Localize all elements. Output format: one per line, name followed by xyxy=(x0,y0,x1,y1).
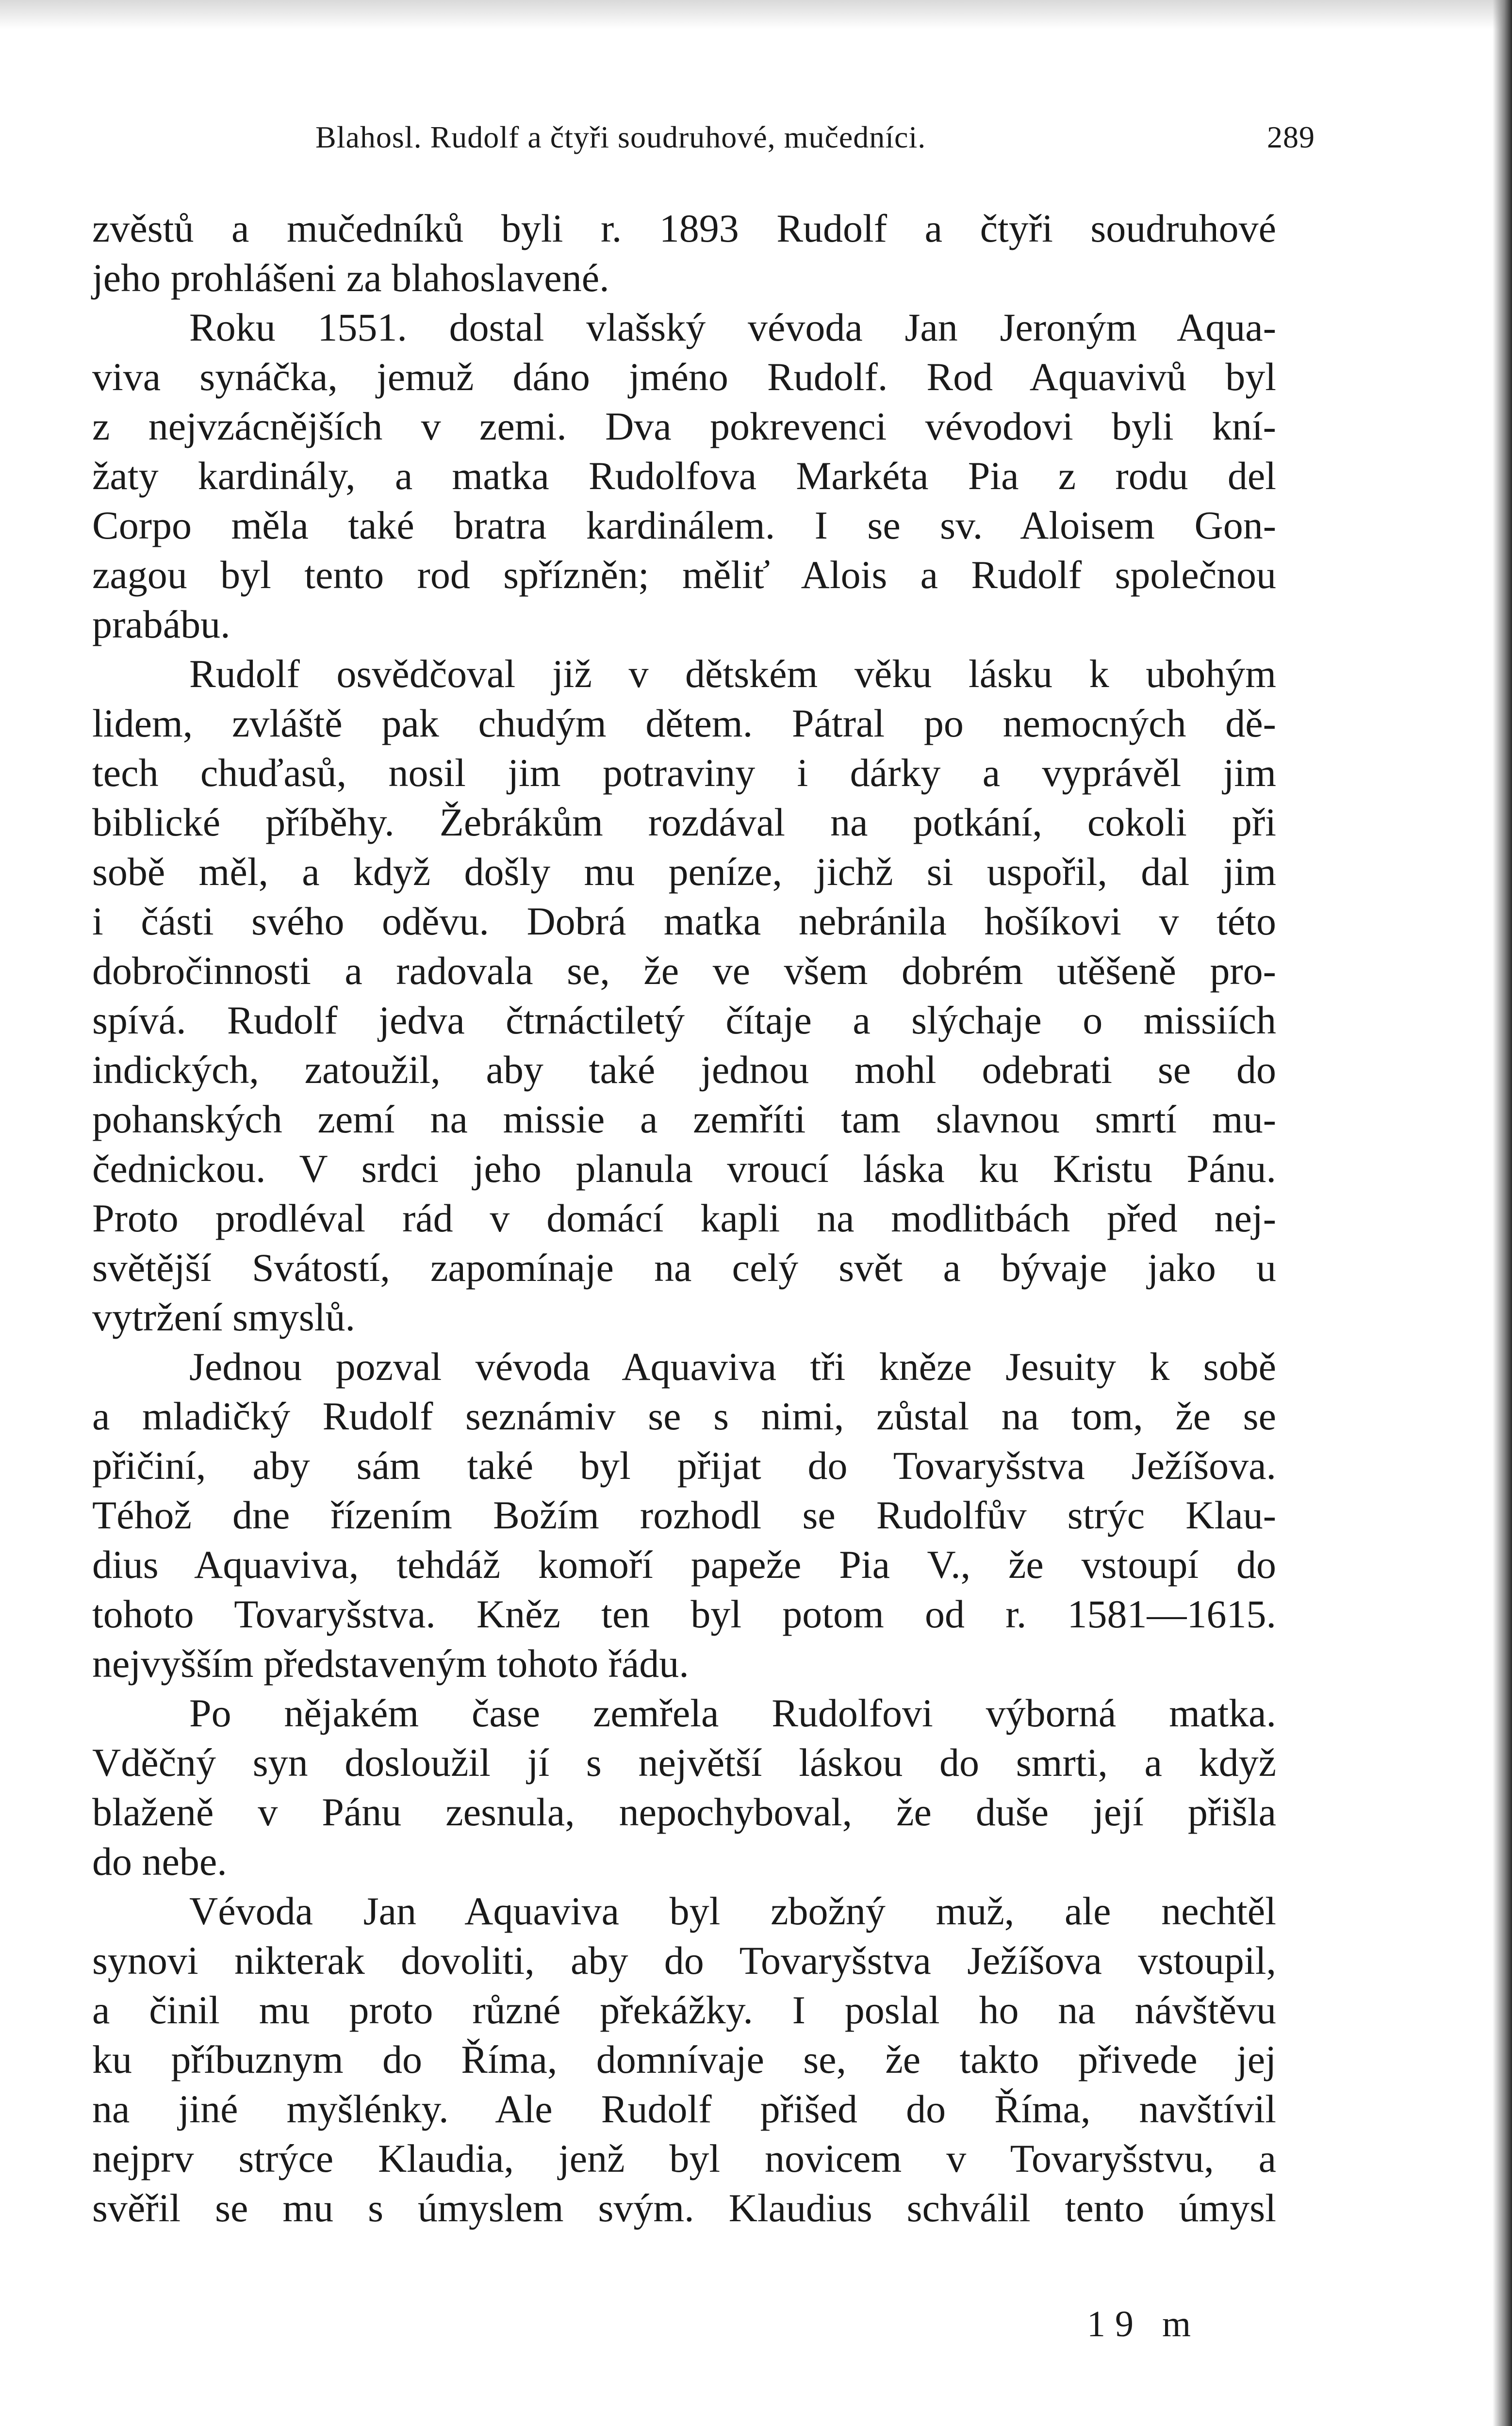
text-line: a mladičký Rudolf seznámiv se s nimi, zůstal na tom, že se xyxy=(92,1394,1276,1438)
text-line: přičiní, aby sám také byl přijat do Tovaryšstva Ježíšova. xyxy=(92,1443,1276,1488)
text-line: zagou byl tento rod spřízněn; měliť Alois a Rudolf společnou xyxy=(92,553,1276,597)
printer-signature-mark: 19 m xyxy=(1087,2304,1201,2344)
text-line: viva synáčka, jemuž dáno jméno Rudolf. Rod Aquavivů byl xyxy=(92,355,1276,399)
text-line: zvěstů a mučedníků byli r. 1893 Rudolf a čtyři soudruhové xyxy=(92,206,1276,250)
text-line: synovi nikterak dovoliti, aby do Tovaryšstva Ježíšova vstoupil, xyxy=(92,1938,1276,1983)
scan-edge-shadow-right xyxy=(1493,0,1512,2426)
text-line: Rudolf osvědčoval již v dětském věku lásku k ubohým xyxy=(189,652,1276,696)
body-text xyxy=(92,204,1276,2233)
text-line: nejprv strýce Klaudia, jenž byl novicem v Tovaryšstvu, a xyxy=(92,2136,1276,2180)
text-line: blaženě v Pánu zesnula, nepochyboval, že duše její přišla xyxy=(92,1790,1276,1834)
text-line: prabábu. xyxy=(92,602,230,646)
text-line: světější Svátostí, zapomínaje na celý svět a bývaje jako u xyxy=(92,1246,1276,1290)
text-line: žaty kardinály, a matka Rudolfova Markéta Pia z rodu del xyxy=(92,454,1276,498)
scan-edge-shadow-top xyxy=(0,0,1512,29)
text-line: Roku 1551. dostal vlašský vévoda Jan Jeroným Aqua- xyxy=(189,305,1276,349)
text-line: biblické příběhy. Žebrákům rozdával na potkání, cokoli při xyxy=(92,800,1276,844)
text-line: Jednou pozval vévoda Aquaviva tři kněze Jesuity k sobě xyxy=(189,1344,1276,1389)
text-line: Téhož dne řízením Božím rozhodl se Rudolfův strýc Klau- xyxy=(92,1493,1276,1537)
running-header xyxy=(315,115,1315,159)
text-line: jeho prohlášeni za blahoslavené. xyxy=(92,256,609,300)
text-line: čednickou. V srdci jeho planula vroucí láska ku Kristu Pánu. xyxy=(92,1147,1276,1191)
text-line: ku příbuznym do Říma, domnívaje se, že takto přivede jej xyxy=(92,2037,1276,2082)
text-line: lidem, zvláště pak chudým dětem. Pátral po nemocných dě- xyxy=(92,701,1276,745)
text-line: i části svého oděvu. Dobrá matka nebránila hošíkovi v této xyxy=(92,899,1276,943)
text-line: Vévoda Jan Aquaviva byl zbožný muž, ale nechtěl xyxy=(189,1889,1276,1933)
text-line: dobročinnosti a radovala se, že ve všem dobrém utěšeně pro- xyxy=(92,949,1276,993)
text-line: tohoto Tovaryšstva. Kněz ten byl potom od r. 1581—1615. xyxy=(92,1592,1276,1636)
text-line: na jiné myšlénky. Ale Rudolf přišed do Říma, navštívil xyxy=(92,2087,1276,2131)
text-line: do nebe. xyxy=(92,1839,227,1884)
text-line: indických, zatoužil, aby také jednou mohl odebrati se do xyxy=(92,1048,1276,1092)
text-line: pohanských zemí na missie a zemříti tam slavnou smrtí mu- xyxy=(92,1097,1276,1141)
text-line: Corpo měla také bratra kardinálem. I se sv. Aloisem Gon- xyxy=(92,503,1276,547)
text-line: spívá. Rudolf jedva čtrnáctiletý čítaje a slýchaje o missiích xyxy=(92,998,1276,1042)
page-number: 289 xyxy=(1267,120,1315,154)
running-title: Blahosl. Rudolf a čtyři soudruhové, mučedníci. xyxy=(315,120,926,154)
text-line: Proto prodléval rád v domácí kapli na modlitbách před nej- xyxy=(92,1196,1276,1240)
text-line: Po nějakém čase zemřela Rudolfovi výborná matka. xyxy=(189,1691,1276,1735)
text-line: vytržení smyslů. xyxy=(92,1295,356,1339)
text-line: dius Aquaviva, tehdáž komoří papeže Pia V., že vstoupí do xyxy=(92,1542,1276,1587)
text-line: Vděčný syn dosloužil jí s největší láskou do smrti, a když xyxy=(92,1740,1276,1785)
text-line: nejvyšším představeným tohoto řádu. xyxy=(92,1641,689,1686)
text-line: tech chuďasů, nosil jim potraviny i dárky a vyprávěl jim xyxy=(92,751,1276,795)
text-line: sobě měl, a když došly mu peníze, jichž si uspořil, dal jim xyxy=(92,850,1276,894)
text-line: svěřil se mu s úmyslem svým. Klaudius schválil tento úmysl xyxy=(92,2186,1276,2230)
text-line: z nejvzácnějších v zemi. Dva pokrevenci vévodovi byli kní- xyxy=(92,404,1276,448)
text-line: a činil mu proto různé překážky. I poslal ho na návštěvu xyxy=(92,1988,1276,2032)
